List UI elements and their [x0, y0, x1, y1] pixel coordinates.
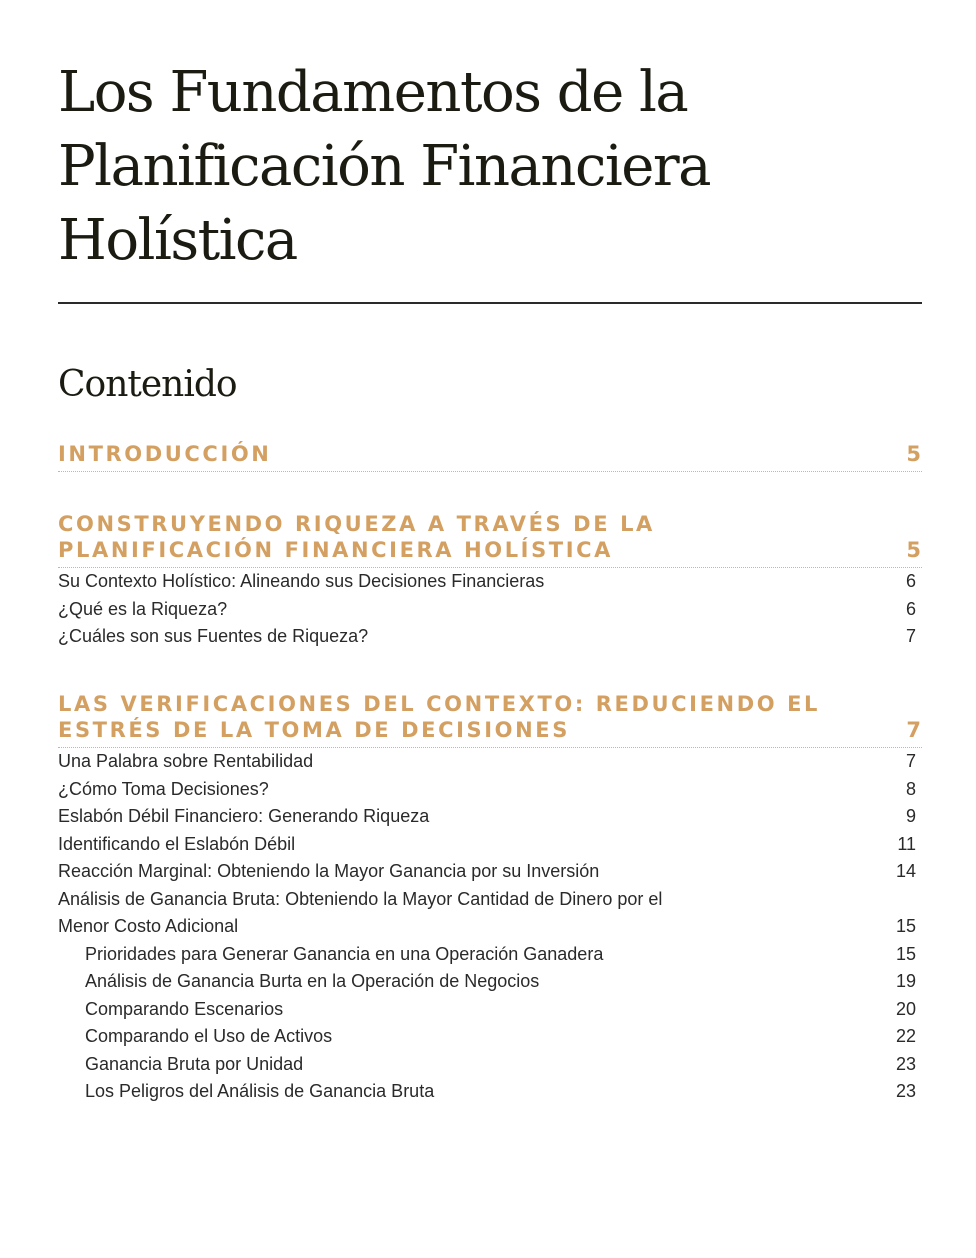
toc-section-construyendo-riqueza: [58, 511, 922, 651]
toc-section-title: CONSTRUYENDO RIQUEZA A TRAVÉS DE LA PLANIFICACIÓN FINANCIERA HOLÍSTICA: [58, 512, 655, 562]
toc-section-page-number: 7: [906, 718, 921, 742]
toc-entry-title: Los Peligros del Análisis de Ganancia Bruta: [85, 1081, 435, 1101]
toc-entry[interactable]: [58, 803, 922, 831]
toc-section-title: LAS VERIFICACIONES DEL CONTEXTO: REDUCIENDO EL ESTRÉS DE LA TOMA DE DECISIONES: [58, 692, 821, 742]
toc-entry-title: Una Palabra sobre Rentabilidad: [58, 751, 314, 771]
toc-section-page-number: 5: [906, 538, 921, 562]
toc-entry-title: Análisis de Ganancia Burta en la Operación de Negocios: [85, 971, 540, 991]
toc-subentry[interactable]: [58, 996, 922, 1024]
toc-entry-page-number: 15: [895, 916, 916, 936]
toc-section-title: INTRODUCCIÓN: [58, 442, 272, 466]
toc-section-introduccion: [58, 441, 922, 472]
toc-subentry[interactable]: [58, 941, 922, 969]
toc-section-header[interactable]: [58, 691, 922, 748]
toc-section-header[interactable]: [58, 511, 922, 568]
toc-entry[interactable]: [58, 596, 922, 624]
toc-entry[interactable]: [58, 568, 922, 596]
toc-entry-title: Su Contexto Holístico: Alineando sus Decisiones Financieras: [58, 571, 545, 591]
toc-entry-page-number: 6: [905, 598, 916, 619]
toc-entry-page-number: 14: [895, 861, 916, 881]
toc-entry[interactable]: [58, 831, 922, 859]
toc-entry-page-number: 23: [895, 1081, 916, 1101]
toc-entry[interactable]: [58, 748, 922, 776]
toc-entry-title: ¿Cuáles son sus Fuentes de Riqueza?: [58, 626, 369, 646]
toc-entry[interactable]: [58, 858, 922, 886]
toc-entry-title: ¿Qué es la Riqueza?: [58, 598, 228, 619]
title-divider: [58, 302, 922, 304]
toc-entry-page-number: 22: [895, 1026, 916, 1046]
toc-entry-page-number: 8: [905, 778, 916, 799]
toc-entry-title: Identificando el Eslabón Débil: [58, 833, 296, 854]
toc-entry-page-number: 9: [905, 806, 916, 826]
toc-entry-page-number: 23: [895, 1053, 916, 1074]
toc-entry-title: Comparando el Uso de Activos: [85, 1026, 333, 1046]
toc-entry-title: Comparando Escenarios: [85, 998, 284, 1019]
toc-entry-page-number: 7: [905, 626, 916, 646]
toc-entry-page-number: 6: [905, 571, 916, 591]
toc-section-page-number: 5: [906, 442, 921, 466]
toc-heading: Contenido: [58, 364, 237, 405]
toc-subentry[interactable]: [58, 968, 922, 996]
toc-entry-title: Eslabón Débil Financiero: Generando Riqueza: [58, 806, 430, 826]
document-title: Los Fundamentos de la Planificación Financiera Holística: [58, 60, 711, 273]
toc-subentry[interactable]: [58, 1078, 922, 1106]
toc-section-header[interactable]: [58, 441, 922, 472]
toc-entry-title: ¿Cómo Toma Decisiones?: [58, 778, 269, 799]
toc-entry[interactable]: [58, 886, 922, 941]
toc-entry-title: Reacción Marginal: Obteniendo la Mayor Ganancia por su Inversión: [58, 861, 600, 881]
toc-entry-title: Prioridades para Generar Ganancia en una Operación Ganadera: [85, 943, 604, 964]
toc-section-verificaciones-contexto: [58, 691, 922, 1106]
toc-entry-title: Ganancia Bruta por Unidad: [85, 1053, 304, 1074]
toc-entry-page-number: 15: [895, 943, 916, 964]
toc-entry-page-number: 20: [895, 998, 916, 1019]
toc-subentry[interactable]: [58, 1051, 922, 1079]
toc-entry[interactable]: [58, 776, 922, 804]
toc-entry-page-number: 11: [897, 833, 916, 854]
toc-entry[interactable]: [58, 623, 922, 651]
toc-entry-page-number: 7: [905, 751, 916, 771]
toc-subentry[interactable]: [58, 1023, 922, 1051]
toc-entry-title: Análisis de Ganancia Bruta: Obteniendo la Mayor Cantidad de Dinero por el Menor Costo Adicional: [58, 888, 663, 936]
toc-entry-page-number: 19: [895, 971, 916, 991]
